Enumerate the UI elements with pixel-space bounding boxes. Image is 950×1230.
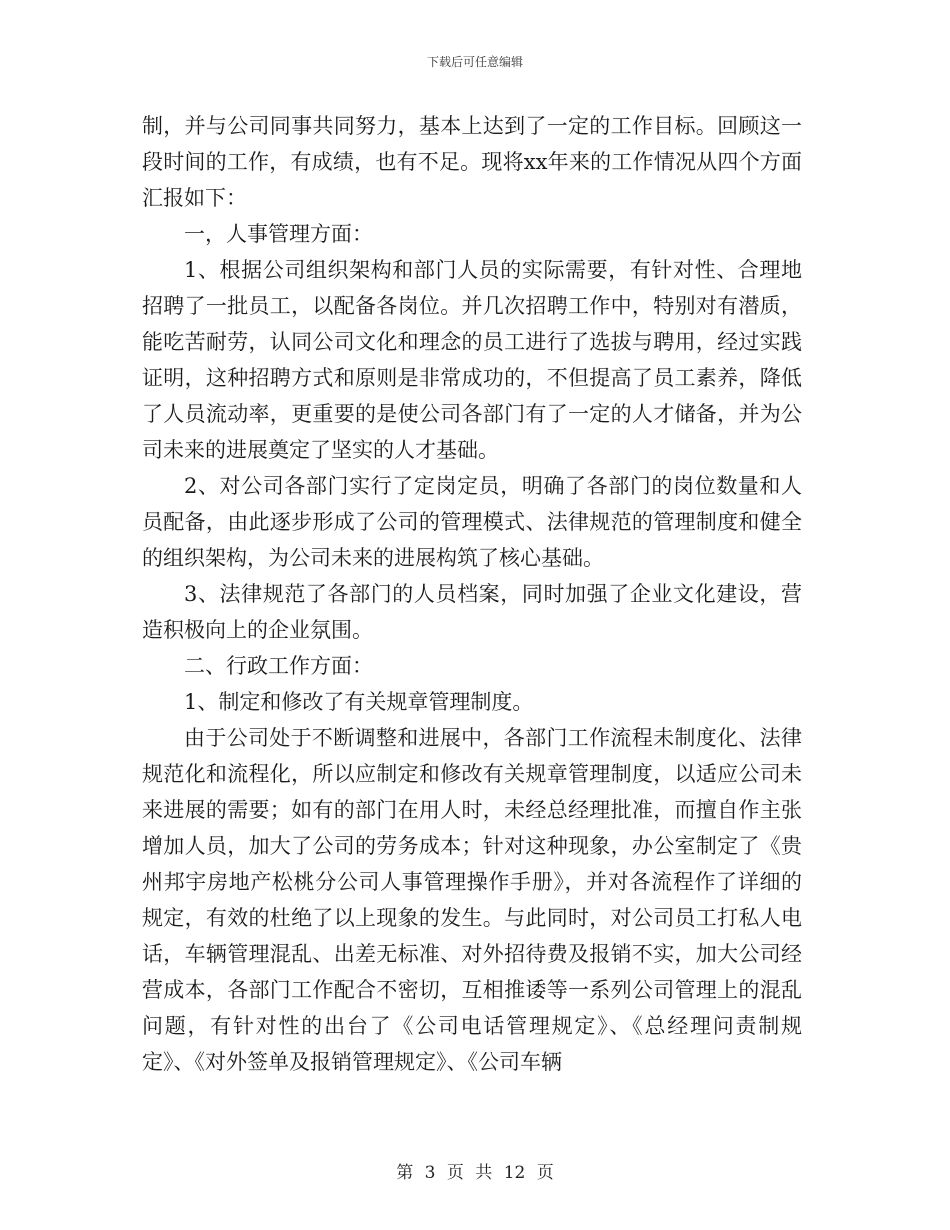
paragraph: 1、根据公司组织架构和部门人员的实际需要，有针对性、合理地招聘了一批员工，以配备各岗位。并几次招聘工作中，特别对有潜质，能吃苦耐劳，认同公司文化和理念的员工进行了选拔与聘用，经过实践证明，这种招聘方式和原则是非常成功的，不但提高了员工素养，降低了人员流动率，更重要的是使公司各部门有了一定的人才储备，并为公司未来的进展奠定了坚实的人才基础。 [142, 258, 802, 462]
paragraph: 制，并与公司同事共同努力，基本上达到了一定的工作目标。回顾这一段时间的工作，有成绩，也有不足。现将xx年来的工作情况从四个方面汇报如下： [142, 114, 802, 210]
section-heading: 二、行政工作方面： [184, 654, 373, 678]
section-heading: 一，人事管理方面： [184, 222, 373, 246]
page-header: 下载后可任意编辑 [426, 55, 523, 69]
paragraph: 3、法律规范了各部门的人员档案，同时加强了企业文化建设，营造积极向上的企业氛围。 [142, 582, 802, 642]
document-body [142, 108, 802, 1080]
page-number-footer: 第 3 页 共 12 页 [396, 1163, 554, 1183]
paragraph: 2、对公司各部门实行了定岗定员，明确了各部门的岗位数量和人员配备，由此逐步形成了公司的管理模式、法律规范的管理制度和健全的组织架构，为公司未来的进展构筑了核心基础。 [142, 474, 802, 570]
paragraph: 由于公司处于不断调整和进展中，各部门工作流程未制度化、法律规范化和流程化，所以应制定和修改有关规章管理制度，以适应公司未来进展的需要；如有的部门在用人时，未经总经理批准，而擅自作主张增加人员，加大了公司的劳务成本；针对这种现象，办公室制定了《贵州邦宇房地产松桃分公司人事管理操作手册》，并对各流程作了详细的规定，有效的杜绝了以上现象的发生。与此同时，对公司员工打私人电话，车辆管理混乱、出差无标准、对外招待费及报销不实，加大公司经营成本，各部门工作配合不密切，互相推诿等一系列公司管理上的混乱问题，有针对性的出台了《公司电话管理规定》、《总经理问责制规定》、《对外签单及报销管理规定》、《公司车辆 [142, 726, 802, 1074]
subsection-heading: 1、制定和修改了有关规章管理制度。 [184, 690, 534, 714]
